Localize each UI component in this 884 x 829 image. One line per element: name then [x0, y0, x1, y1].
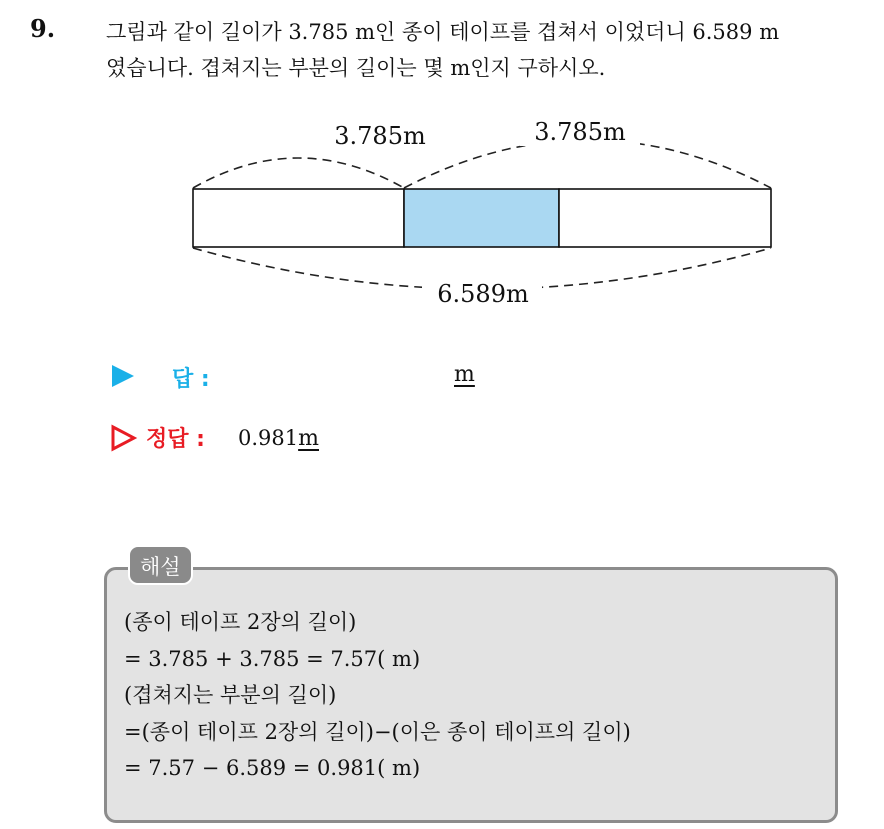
explanation-line: =(종이 테이프 2장의 길이)−(이은 종이 테이프의 길이): [124, 719, 631, 744]
correct-answer-value: [238, 426, 319, 451]
explanation-line: (종이 테이프 2장의 길이): [124, 610, 357, 634]
total-length-label: 6.589m: [437, 280, 529, 308]
answer-label: 답 :: [172, 367, 210, 392]
question-line: 였습니다. 겹쳐지는 부분의 길이는 몇 m인지 구하시오.: [106, 56, 606, 80]
correct-answer-number: 0.981: [238, 426, 299, 450]
explanation-line: = 3.785 + 3.785 = 7.57( m): [124, 646, 421, 671]
tape-right-segment: [559, 189, 771, 247]
explanation-tab: 해설: [128, 545, 193, 585]
correct-answer-label: 정답 :: [146, 427, 205, 452]
explanation-text: [124, 604, 824, 787]
question-text: [106, 14, 876, 86]
explanation-line: (겹쳐지는 부분의 길이): [124, 683, 337, 707]
explanation-line: = 7.57 − 6.589 = 0.981( m): [124, 756, 421, 780]
left-tape-length-label: 3.785m: [334, 122, 426, 150]
correct-answer-unit: m: [298, 426, 319, 451]
tape-overlap-segment: [404, 189, 559, 247]
outline-triangle-icon: [110, 424, 138, 452]
tape-overlap-figure: [0, 110, 884, 310]
question-line: 그림과 같이 길이가 3.785 m인 종이 테이프를 겹쳐서 이었더니 6.589 m: [106, 20, 780, 44]
right-tape-length-label: 3.785m: [534, 118, 626, 146]
left-tape-dimension-arc: [193, 158, 404, 188]
question-number: 9.: [30, 14, 56, 43]
answer-unit: m: [454, 362, 475, 387]
play-triangle-icon: [110, 362, 138, 390]
right-tape-dimension-arc: [404, 140, 771, 188]
tape-left-segment: [193, 189, 404, 247]
